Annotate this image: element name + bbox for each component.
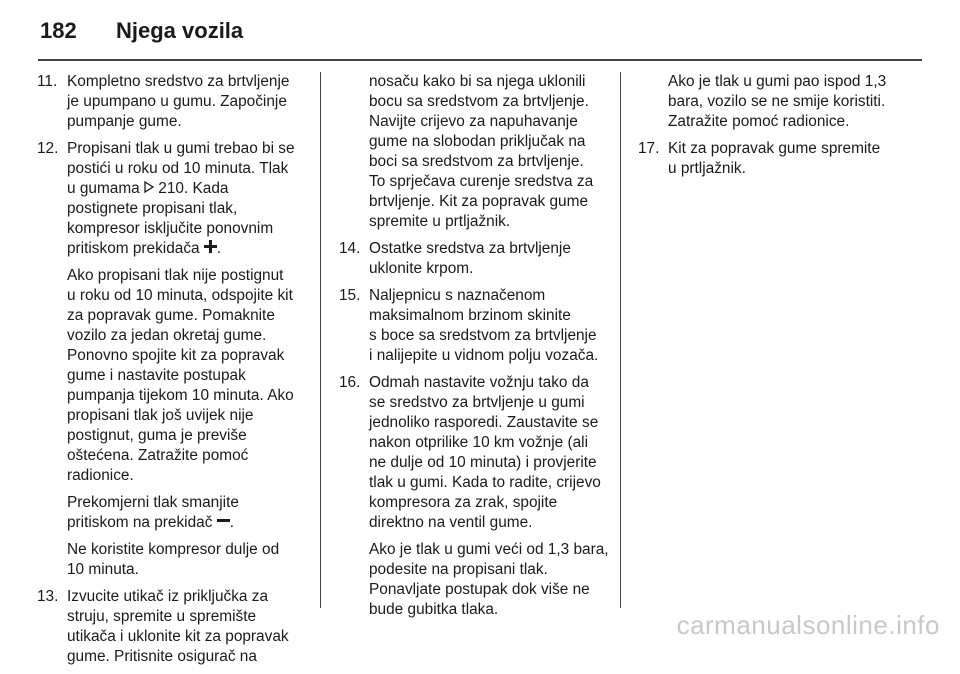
- column-2: [339, 72, 607, 627]
- watermark: carmanualsonline.info: [676, 610, 940, 640]
- text-line: u roku od 10 minuta, odspojite kit: [67, 287, 293, 304]
- text-line: Odmah nastavite vožnju tako da: [369, 374, 589, 391]
- text-line: Naljepnicu s naznačenom: [369, 287, 546, 304]
- text-line: nosaču kako bi sa njega uklonili: [369, 73, 586, 90]
- text-line: bara, vozilo se ne smije koristiti.: [668, 93, 886, 110]
- text-line: Ponavljate postupak dok više ne: [369, 581, 590, 598]
- header-rule: [38, 59, 922, 61]
- page-number: 182: [40, 18, 77, 43]
- text-line: bude gubitka tlaka.: [369, 601, 499, 618]
- text-line: gume na slobodan priključak na: [369, 133, 586, 150]
- text-line: Navijte crijevo za napuhavanje: [369, 113, 578, 130]
- list-item-15: [339, 286, 607, 366]
- item-number: 13.: [37, 588, 59, 605]
- list-item-17: [638, 139, 900, 179]
- text-line: To sprječava curenje sredstva za: [369, 173, 594, 190]
- text-line: Ako propisani tlak nije postignut: [67, 267, 284, 284]
- text-line: vozilo za jedan okretaj gume.: [67, 327, 267, 344]
- text-line: Prekomjerni tlak smanjite: [67, 494, 239, 511]
- text-line: s boce sa sredstvom za brtvljenje: [369, 327, 597, 344]
- text-line: ne dulje od 10 minuta) i provjerite: [369, 454, 597, 471]
- minus-switch-icon: [217, 513, 230, 533]
- paragraph: [67, 266, 307, 486]
- text-line: u gumama 210. Kada: [67, 180, 229, 197]
- text-line: nakon otprilike 10 km vožnje (ali: [369, 434, 588, 451]
- list-item-13: [37, 587, 307, 667]
- text-line: kompresor isključite ponovnim: [67, 220, 274, 237]
- page-header: [0, 0, 960, 62]
- page-reference-arrow-icon[interactable]: [144, 179, 154, 199]
- text-line: pritiskom prekidača .: [67, 240, 222, 257]
- column-3: [638, 72, 900, 186]
- text-line: i nalijepite u vidnom polju vozača.: [369, 347, 599, 364]
- paragraph: [67, 139, 307, 259]
- page-reference: 210. Kada: [158, 180, 229, 197]
- item-number: 11.: [37, 73, 58, 90]
- paragraph: [67, 540, 307, 580]
- text-line: bocu sa sredstvom za brtvljenje.: [369, 93, 589, 110]
- text-line: gume. Pritisnite osigurač na: [67, 648, 257, 665]
- list-item-12: [37, 139, 307, 580]
- text-line: Kompletno sredstvo za brtvljenje: [67, 73, 290, 90]
- text-line: postignete propisani tlak,: [67, 200, 238, 217]
- text-line: struju, spremite u spremište: [67, 608, 257, 625]
- item-number: 12.: [37, 140, 59, 157]
- text-line: za popravak gume. Pomaknite: [67, 307, 275, 324]
- text-line: je upumpano u gumu. Započinje: [67, 93, 287, 110]
- text-line: tlak u gumi. Kada to radite, crijevo: [369, 474, 601, 491]
- text-line: pumpanja tijekom 10 minuta. Ako: [67, 387, 294, 404]
- list-item-11: [37, 72, 307, 132]
- text-line: Ostatke sredstva za brtvljenje: [369, 240, 571, 257]
- text-line: podesite na propisani tlak.: [369, 561, 548, 578]
- text-line: postići u roku od 10 minuta. Tlak: [67, 160, 289, 177]
- text-line: u prtljažnik.: [668, 160, 746, 177]
- text-line: propisani tlak još uvijek nije: [67, 407, 254, 424]
- text-line: uklonite krpom.: [369, 260, 474, 277]
- text-line: gume i nastavite postupak: [67, 367, 246, 384]
- text-line: brtvljenje. Kit za popravak gume: [369, 193, 589, 210]
- column-divider: [320, 72, 321, 608]
- item-number: 17.: [638, 140, 660, 157]
- text-line: pumpanje gume.: [67, 113, 182, 130]
- text-line: 10 minuta.: [67, 561, 139, 578]
- text-line: radionice.: [67, 467, 134, 484]
- item-number: 15.: [339, 287, 361, 304]
- text-line: maksimalnom brzinom skinite: [369, 307, 571, 324]
- text-line: oštećena. Zatražite pomoć: [67, 447, 249, 464]
- list-item-14: [339, 239, 607, 279]
- paragraph: [67, 493, 307, 533]
- text-line: Izvucite utikač iz priključka za: [67, 588, 269, 605]
- text-line: kompresora za zrak, spojite: [369, 494, 558, 511]
- list-item-13-continued: [339, 72, 607, 232]
- text-line: spremite u prtljažnik.: [369, 213, 511, 230]
- text-line: Ne koristite kompresor dulje od: [67, 541, 280, 558]
- list-item-16: [339, 373, 607, 620]
- column-divider: [620, 72, 621, 608]
- text-line: Propisani tlak u gumi trebao bi se: [67, 140, 295, 157]
- text-line: Ako je tlak u gumi veći od 1,3 bara,: [369, 541, 609, 558]
- text-line: Kit za popravak gume spremite: [668, 140, 881, 157]
- text-line: se sredstvo za brtvljenje u gumi: [369, 394, 585, 411]
- text-line: utikača i uklonite kit za popravak: [67, 628, 289, 645]
- text-line: direktno na ventil gume.: [369, 514, 533, 531]
- text-line: postignut, guma je previše: [67, 427, 247, 444]
- paragraph: [369, 540, 607, 620]
- column-1: [37, 72, 307, 674]
- text-line: boci sa sredstvom za brtvljenje.: [369, 153, 584, 170]
- plus-switch-icon: [204, 239, 217, 259]
- item-number: 14.: [339, 240, 361, 257]
- list-item-16-continued: [638, 72, 900, 132]
- page-title: Njega vozila: [116, 18, 244, 43]
- text-line: Zatražite pomoć radionice.: [668, 113, 850, 130]
- paragraph: [369, 373, 607, 533]
- text-line: pritiskom na prekidač .: [67, 514, 234, 531]
- text-line: Ponovno spojite kit za popravak: [67, 347, 285, 364]
- text-line: jednoliko rasporedi. Zaustavite se: [369, 414, 599, 431]
- text-line: Ako je tlak u gumi pao ispod 1,3: [668, 73, 887, 90]
- item-number: 16.: [339, 374, 361, 391]
